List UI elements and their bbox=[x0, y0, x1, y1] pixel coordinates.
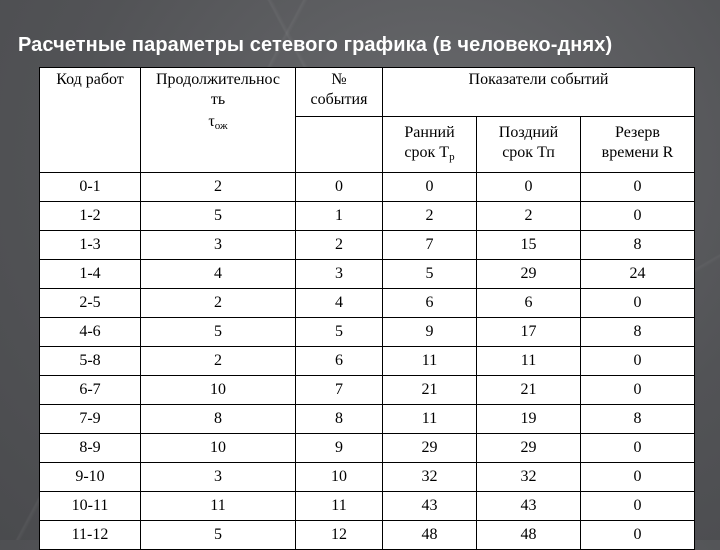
cell-early-term: 11 bbox=[383, 347, 477, 376]
cell-early-term: 2 bbox=[383, 202, 477, 231]
cell-reserve: 24 bbox=[581, 260, 695, 289]
table-row bbox=[40, 347, 695, 376]
table-row bbox=[40, 463, 695, 492]
cell-late-term: 2 bbox=[477, 202, 581, 231]
cell-early-term: 6 bbox=[383, 289, 477, 318]
header-late-line2: срок Тп bbox=[502, 144, 555, 161]
cell-late-term: 43 bbox=[477, 492, 581, 521]
cell-duration: 10 bbox=[141, 376, 296, 405]
cell-duration: 2 bbox=[141, 347, 296, 376]
cell-work-code: 6-7 bbox=[40, 376, 141, 405]
cell-duration: 5 bbox=[141, 202, 296, 231]
cell-duration: 4 bbox=[141, 260, 296, 289]
cell-work-code: 9-10 bbox=[40, 463, 141, 492]
cell-early-term: 9 bbox=[383, 318, 477, 347]
cell-reserve: 0 bbox=[581, 202, 695, 231]
cell-work-code: 10-11 bbox=[40, 492, 141, 521]
cell-early-term: 32 bbox=[383, 463, 477, 492]
header-duration-line1: Продолжительнос bbox=[155, 71, 281, 88]
header-early-line1: Ранний bbox=[404, 124, 455, 141]
cell-event-number: 3 bbox=[296, 260, 383, 289]
table-row bbox=[40, 405, 695, 434]
header-duration-subscript: ож bbox=[214, 120, 228, 132]
cell-work-code: 1-3 bbox=[40, 231, 141, 260]
cell-late-term: 48 bbox=[477, 521, 581, 550]
network-parameters-table bbox=[39, 67, 695, 550]
cell-duration: 5 bbox=[141, 318, 296, 347]
cell-early-term: 29 bbox=[383, 434, 477, 463]
cell-event-number: 7 bbox=[296, 376, 383, 405]
cell-work-code: 1-2 bbox=[40, 202, 141, 231]
cell-late-term: 32 bbox=[477, 463, 581, 492]
cell-early-term: 5 bbox=[383, 260, 477, 289]
cell-event-number: 4 bbox=[296, 289, 383, 318]
cell-duration: 2 bbox=[141, 289, 296, 318]
cell-duration: 2 bbox=[141, 173, 296, 202]
header-time-reserve bbox=[581, 117, 695, 173]
cell-late-term: 0 bbox=[477, 173, 581, 202]
cell-work-code: 8-9 bbox=[40, 434, 141, 463]
header-event-number-continued bbox=[296, 117, 383, 173]
cell-early-term: 11 bbox=[383, 405, 477, 434]
header-event-indicators bbox=[383, 68, 695, 117]
header-reserve-line2: времени R bbox=[601, 144, 674, 161]
table-body bbox=[40, 173, 695, 550]
cell-duration: 10 bbox=[141, 434, 296, 463]
cell-late-term: 19 bbox=[477, 405, 581, 434]
cell-event-number: 5 bbox=[296, 318, 383, 347]
cell-event-number: 1 bbox=[296, 202, 383, 231]
cell-early-term: 48 bbox=[383, 521, 477, 550]
cell-late-term: 21 bbox=[477, 376, 581, 405]
table-row bbox=[40, 231, 695, 260]
cell-reserve: 0 bbox=[581, 376, 695, 405]
cell-reserve: 0 bbox=[581, 173, 695, 202]
cell-reserve: 0 bbox=[581, 521, 695, 550]
cell-work-code: 5-8 bbox=[40, 347, 141, 376]
cell-reserve: 8 bbox=[581, 318, 695, 347]
slide-title: Расчетные параметры сетевого графика (в человеко-днях) bbox=[18, 34, 613, 56]
cell-late-term: 6 bbox=[477, 289, 581, 318]
table-row bbox=[40, 289, 695, 318]
table-row bbox=[40, 492, 695, 521]
cell-duration: 11 bbox=[141, 492, 296, 521]
header-row-top bbox=[40, 68, 695, 117]
header-event-indicators-label: Показатели событий bbox=[468, 71, 609, 88]
header-early-line2: срок Т bbox=[404, 144, 450, 161]
cell-reserve: 0 bbox=[581, 347, 695, 376]
cell-event-number: 0 bbox=[296, 173, 383, 202]
cell-reserve: 0 bbox=[581, 434, 695, 463]
cell-work-code: 1-4 bbox=[40, 260, 141, 289]
cell-reserve: 0 bbox=[581, 492, 695, 521]
header-work-code bbox=[40, 68, 141, 173]
cell-duration: 8 bbox=[141, 405, 296, 434]
header-early-subscript: р bbox=[449, 151, 455, 163]
cell-work-code: 0-1 bbox=[40, 173, 141, 202]
table-row bbox=[40, 173, 695, 202]
cell-late-term: 29 bbox=[477, 434, 581, 463]
header-event-number-line1: № bbox=[331, 71, 347, 88]
cell-early-term: 7 bbox=[383, 231, 477, 260]
header-late-term bbox=[477, 117, 581, 173]
cell-duration: 5 bbox=[141, 521, 296, 550]
cell-reserve: 0 bbox=[581, 463, 695, 492]
cell-duration: 3 bbox=[141, 231, 296, 260]
table-row bbox=[40, 318, 695, 347]
cell-late-term: 29 bbox=[477, 260, 581, 289]
cell-event-number: 12 bbox=[296, 521, 383, 550]
table-row bbox=[40, 434, 695, 463]
header-work-code-label: Код работ bbox=[56, 71, 124, 88]
header-reserve-line1: Резерв bbox=[615, 124, 660, 141]
header-event-number bbox=[296, 68, 383, 117]
cell-work-code: 7-9 bbox=[40, 405, 141, 434]
cell-duration: 3 bbox=[141, 463, 296, 492]
cell-early-term: 0 bbox=[383, 173, 477, 202]
header-duration-symbol: τ bbox=[208, 113, 215, 130]
table-row bbox=[40, 521, 695, 550]
cell-event-number: 9 bbox=[296, 434, 383, 463]
table-row bbox=[40, 376, 695, 405]
header-duration bbox=[141, 68, 296, 173]
cell-event-number: 6 bbox=[296, 347, 383, 376]
header-event-number-line2: события bbox=[310, 91, 368, 108]
cell-late-term: 15 bbox=[477, 231, 581, 260]
header-late-line1: Поздний bbox=[498, 124, 559, 141]
header-duration-line2: ть bbox=[210, 91, 226, 108]
cell-late-term: 11 bbox=[477, 347, 581, 376]
header-early-term bbox=[383, 117, 477, 173]
cell-event-number: 2 bbox=[296, 231, 383, 260]
cell-reserve: 0 bbox=[581, 289, 695, 318]
cell-event-number: 11 bbox=[296, 492, 383, 521]
cell-late-term: 17 bbox=[477, 318, 581, 347]
cell-early-term: 21 bbox=[383, 376, 477, 405]
cell-work-code: 4-6 bbox=[40, 318, 141, 347]
cell-reserve: 8 bbox=[581, 405, 695, 434]
cell-event-number: 8 bbox=[296, 405, 383, 434]
cell-early-term: 43 bbox=[383, 492, 477, 521]
table-row bbox=[40, 260, 695, 289]
table-row bbox=[40, 202, 695, 231]
cell-reserve: 8 bbox=[581, 231, 695, 260]
cell-work-code: 11-12 bbox=[40, 521, 141, 550]
cell-work-code: 2-5 bbox=[40, 289, 141, 318]
cell-event-number: 10 bbox=[296, 463, 383, 492]
